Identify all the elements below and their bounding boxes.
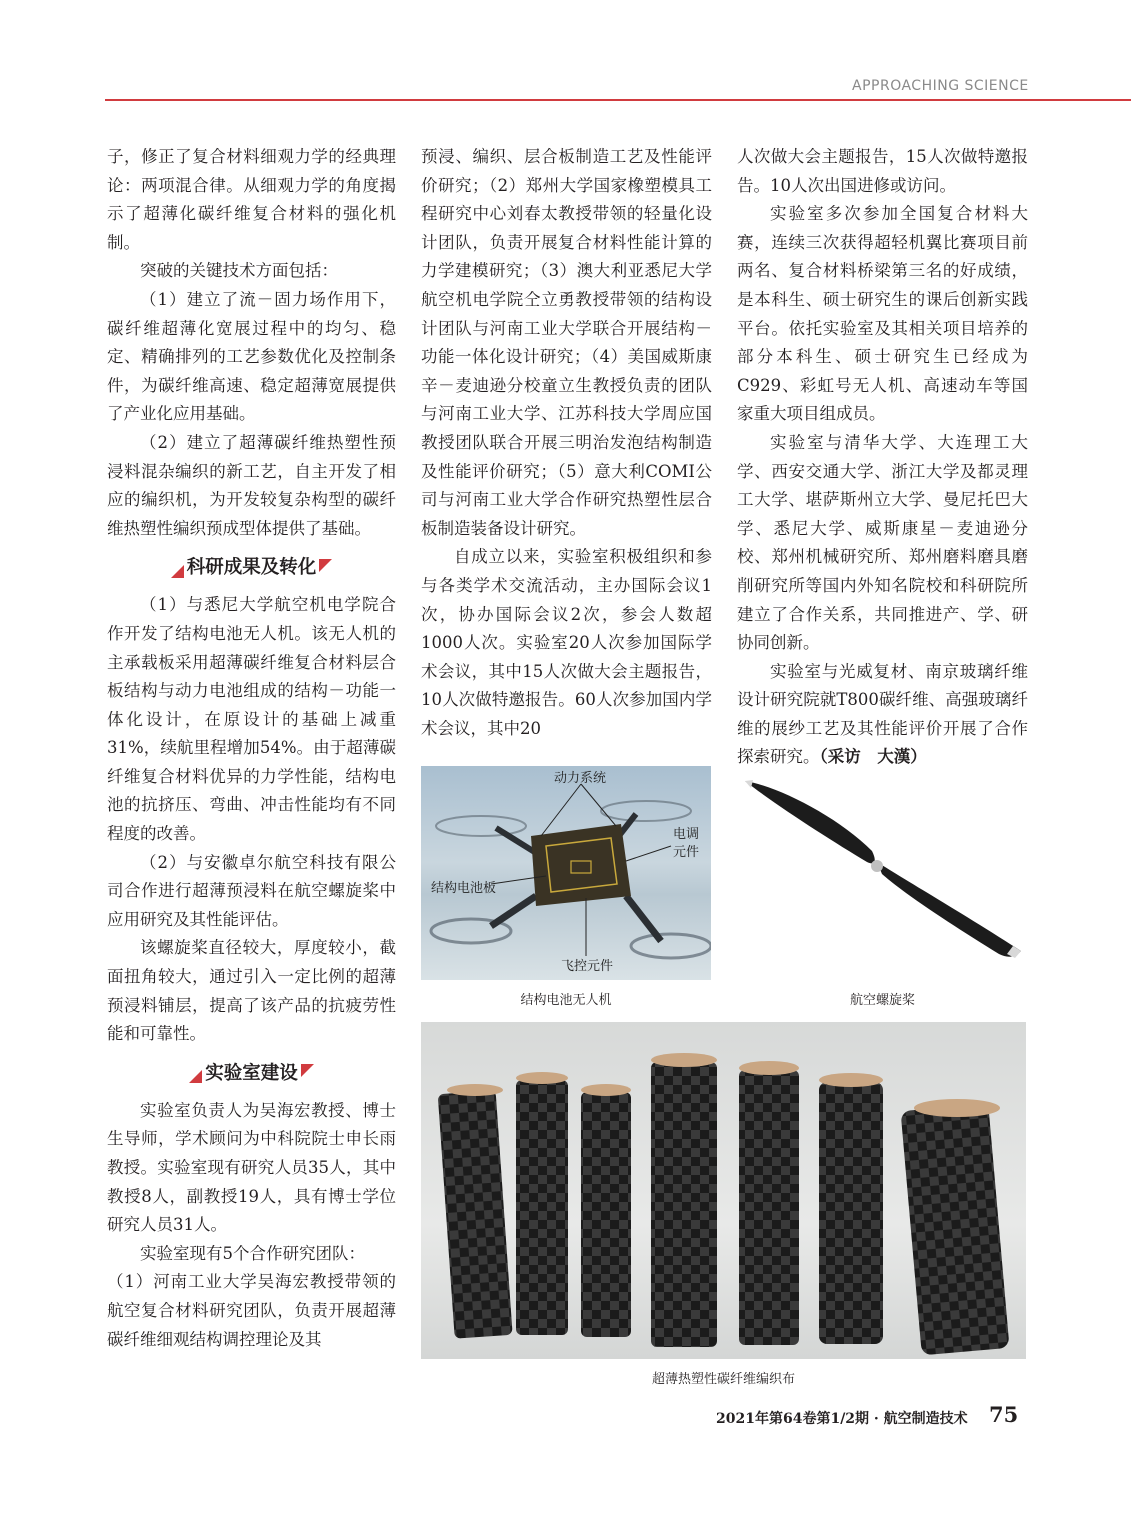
drone-photo bbox=[421, 766, 711, 980]
header-rule bbox=[105, 99, 1131, 101]
propeller-photo bbox=[737, 766, 1028, 980]
paragraph: （2）与安徽卓尔航空科技有限公司合作进行超薄预浸料在航空螺旋桨中应用研究及其性能评估。 bbox=[107, 852, 396, 929]
byline: （采访 大漢） bbox=[819, 747, 927, 767]
figure-caption: 超薄热塑性碳纤维编织布 bbox=[651, 1372, 795, 1387]
label-power-system: 动力系统 bbox=[554, 771, 607, 786]
column-2 bbox=[421, 143, 712, 743]
triangle-left-icon bbox=[171, 565, 184, 578]
paragraph: （1）建立了流－固力场作用下，碳纤维超薄化宽展过程中的均匀、稳定、精确排列的工艺参数优化及控制条件，为碳纤维高速、稳定超薄宽展提供了产业化应用基础。 bbox=[107, 289, 396, 424]
paragraph: 该螺旋桨直径较大，厚度较小，截面扭角较大，通过引入一定比例的超薄预浸料铺层，提高了该产品的抗疲劳性能和可靠性。 bbox=[107, 938, 396, 1044]
label-battery-panel: 结构电池板 bbox=[431, 881, 497, 896]
fabric-tubes-photo bbox=[421, 1022, 1026, 1359]
triangle-right-icon bbox=[301, 1064, 314, 1077]
paragraph: 实验室现有5个合作研究团队： bbox=[140, 1243, 365, 1263]
propeller-illustration bbox=[737, 766, 1028, 980]
issue-info: 2021年第64卷第1/2期 · 航空制造技术 bbox=[716, 1411, 968, 1427]
drone-illustration bbox=[421, 766, 711, 980]
paragraph: 突破的关键技术方面包括： bbox=[140, 261, 338, 281]
page-number: 75 bbox=[989, 1402, 1019, 1427]
paragraph: （1）与悉尼大学航空机电学院合作开发了结构电池无人机。该无人机的主承载板采用超薄碳纤维复合材料层合板结构与动力电池组成的结构－功能一体化设计，在原设计的基础上减重31%，续航里程增加54%。由于超薄碳纤维复合材料优异的力学性能，结构电池的抗挤压、弯曲、冲击性能均有不同程度的改善。 bbox=[107, 595, 396, 844]
fabric-tubes-illustration bbox=[421, 1022, 1026, 1359]
figure-caption: 航空螺旋桨 bbox=[849, 993, 915, 1008]
section-title: 实验室建设 bbox=[205, 1062, 298, 1084]
paragraph: 预浸、编织、层合板制造工艺及性能评价研究；（2）郑州大学国家橡塑模具工程研究中心刘春太教授带领的轻量化设计团队，负责开展复合材料性能计算的力学建模研究；（3）澳大利亚悉尼大学航空机电学院仝立勇教授带领的结构设计团队与河南工业大学联合开展结构－功能一体化设计研究；（4）美国威斯康辛－麦迪逊分校童立生教授负责的团队与河南工业大学、江苏科技大学周应国教授团队联合开展三明治发泡结构制造及性能评价研究；（5）意大利COMI公司与河南工业大学合作研究热塑性层合板制造装备设计研究。 bbox=[421, 147, 712, 538]
section-heading bbox=[107, 551, 396, 585]
paragraph bbox=[737, 658, 1028, 772]
paragraph: 自成立以来，实验室积极组织和参与各类学术交流活动，主办国际会议1次，协办国际会议2次，参会人数超1000人次。实验室20人次参加国际学术会议，其中15人次做大会主题报告，10人次做特邀报告。60人次参加国内学术会议，其中20 bbox=[421, 547, 712, 738]
paragraph: （1）河南工业大学吴海宏教授带领的航空复合材料研究团队，负责开展超薄碳纤维细观结构调控理论及其 bbox=[107, 1272, 396, 1349]
column-3 bbox=[737, 143, 1028, 772]
section-title: 科研成果及转化 bbox=[186, 557, 317, 579]
paragraph: 实验室负责人为吴海宏教授、博士生导师，学术顾问为中科院院士申长雨教授。实验室现有研究人员35人，其中教授8人，副教授19人，具有博士学位研究人员31人。 bbox=[107, 1100, 396, 1235]
paragraph: 实验室多次参加全国复合材料大赛，连续三次获得超轻机翼比赛项目前两名、复合材料桥梁第三名的好成绩，是本科生、硕士研究生的课后创新实践平台。依托实验室及其相关项目培养的部分本科生、硕士研究生已经成为C929、彩虹号无人机、高速动车等国家重大项目组成员。 bbox=[737, 204, 1028, 424]
label-esc: 电调元件 bbox=[673, 827, 700, 860]
paragraph: 子，修正了复合材料细观力学的经典理论：两项混合律。从细观力学的角度揭示了超薄化碳纤维复合材料的强化机制。 bbox=[107, 147, 396, 252]
section-heading bbox=[107, 1057, 396, 1091]
running-title: APPROACHING SCIENCE bbox=[852, 78, 1029, 94]
triangle-left-icon bbox=[189, 1070, 202, 1083]
figure-caption: 结构电池无人机 bbox=[520, 993, 612, 1008]
paragraph: 人次做大会主题报告，15人次做特邀报告。10人次出国进修或访问。 bbox=[737, 147, 1028, 195]
column-1 bbox=[107, 143, 396, 1354]
paragraph: 实验室与清华大学、大连理工大学、西安交通大学、浙江大学及都灵理工大学、堪萨斯州立大学、曼尼托巴大学、悉尼大学、威斯康星－麦迪逊分校、郑州机械研究所、郑州磨料磨具磨削研究所等国内外知名院校和科研院所建立了合作关系，共同推进产、学、研协同创新。 bbox=[737, 432, 1028, 653]
label-flight-controller: 飞控元件 bbox=[561, 959, 614, 974]
paragraph: （2）建立了超薄碳纤维热塑性预浸料混杂编织的新工艺，自主开发了相应的编织机，为开发较复杂构型的碳纤维热塑性编织预成型体提供了基础。 bbox=[107, 432, 396, 538]
paragraph-text: 实验室与光威复材、南京玻璃纤维设计研究院就T800碳纤维、高强玻璃纤维的展纱工艺及其性能评价开展了合作探索研究。 bbox=[737, 661, 1028, 767]
triangle-right-icon bbox=[319, 559, 332, 572]
